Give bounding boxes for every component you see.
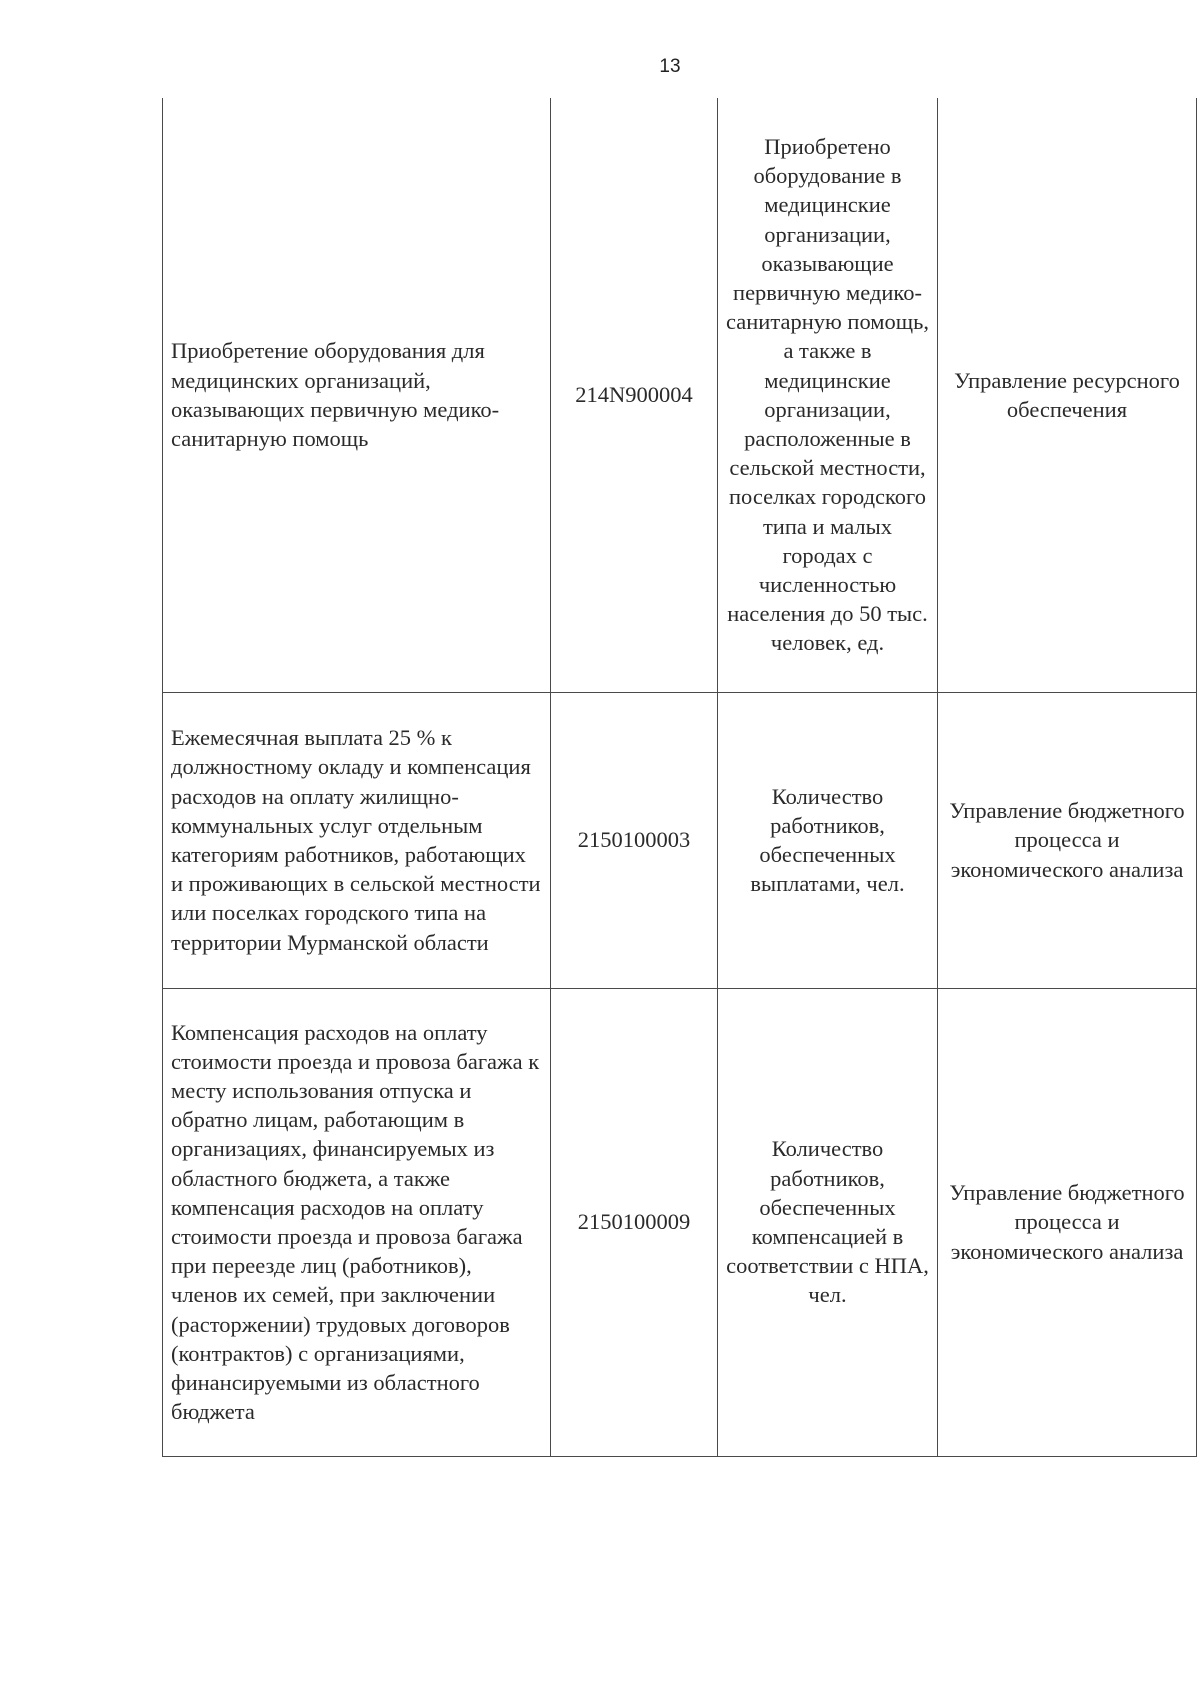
measure-code-cell: 2150100009 bbox=[551, 988, 718, 1456]
measure-responsible-cell: Управление ресурсного обеспечения bbox=[938, 98, 1197, 692]
measure-name-cell: Ежемесячная выплата 25 % к должностному окладу и компенсация расходов на оплату жилищно-коммунальных услуг отдельным категориям работников, работающих и проживающих в сельской местности или поселках городского типа на территории Мурманской области bbox=[163, 692, 551, 988]
measure-code-cell: 214N900004 bbox=[551, 98, 718, 692]
measure-responsible-cell: Управление бюджетного процесса и экономического анализа bbox=[938, 988, 1197, 1456]
measure-code-cell: 2150100003 bbox=[551, 692, 718, 988]
program-measures-table bbox=[162, 98, 1197, 1457]
measure-indicator-cell: Приобретено оборудование в медицинские организации, оказывающие первичную медико-санитарную помощь, а также в медицинские организации, расположенные в сельской местности, поселках городского типа и малых городах с численностью населения до 50 тыс. человек, ед. bbox=[718, 98, 938, 692]
table-row bbox=[163, 988, 1197, 1456]
table-row bbox=[163, 692, 1197, 988]
measure-responsible-cell: Управление бюджетного процесса и экономического анализа bbox=[938, 692, 1197, 988]
measure-name-cell: Приобретение оборудования для медицинских организаций, оказывающих первичную медико-санитарную помощь bbox=[163, 98, 551, 692]
measure-name-cell: Компенсация расходов на оплату стоимости проезда и провоза багажа к месту использования отпуска и обратно лицам, работающим в организациях, финансируемых из областного бюджета, а также компенсация расходов на оплату стоимости проезда и провоза багажа при переезде лиц (работников), членов их семей, при заключении (расторжении) трудовых договоров (контрактов) с организациями, финансируемыми из областного бюджета bbox=[163, 988, 551, 1456]
table-row bbox=[163, 98, 1197, 692]
page-number: 13 bbox=[659, 56, 681, 77]
measure-indicator-cell: Количество работников, обеспеченных компенсацией в соответствии с НПА, чел. bbox=[718, 988, 938, 1456]
measure-indicator-cell: Количество работников, обеспеченных выплатами, чел. bbox=[718, 692, 938, 988]
